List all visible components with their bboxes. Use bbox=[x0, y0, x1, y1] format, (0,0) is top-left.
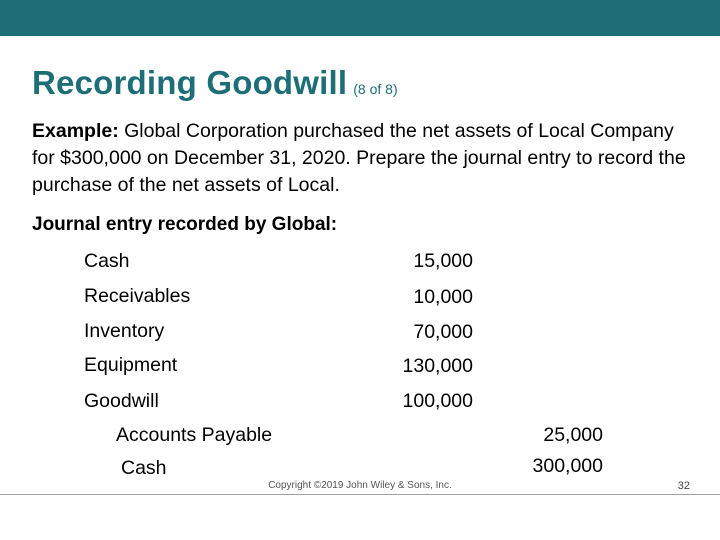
copyright-notice: Copyright ©2019 John Wiley & Sons, Inc. bbox=[268, 480, 452, 491]
journal-credit-cash: 300,000 bbox=[532, 455, 603, 477]
journal-account-inventory: Inventory bbox=[84, 320, 165, 342]
title-page-indicator: (8 of 8) bbox=[353, 81, 398, 97]
journal-debit-equipment: 130,000 bbox=[402, 355, 473, 377]
journal-debit-goodwill: 100,000 bbox=[402, 390, 473, 412]
footer-divider bbox=[0, 494, 720, 495]
page-number: 32 bbox=[677, 480, 690, 492]
journal-account-goodwill: Goodwill bbox=[84, 390, 159, 412]
journal-debit-inventory: 70,000 bbox=[413, 321, 473, 343]
example-text: Global Corporation purchased the net assets of Local Company for $300,000 on December 31, 2020. Prepare the journal entry to record the purchase of the net assets of Local. bbox=[32, 120, 686, 196]
header-band bbox=[0, 0, 720, 36]
journal-account-equipment: Equipment bbox=[84, 354, 178, 376]
journal-debit-cash: 15,000 bbox=[413, 250, 473, 272]
journal-heading: Journal entry recorded by Global: bbox=[32, 214, 338, 235]
journal-account-cash-credit: Cash bbox=[121, 457, 167, 479]
example-label: Example: bbox=[32, 120, 119, 142]
journal-account-receivables: Receivables bbox=[84, 285, 191, 307]
journal-account-accounts-payable: Accounts Payable bbox=[116, 424, 273, 446]
title-text: Recording Goodwill bbox=[32, 64, 348, 101]
journal-debit-receivables: 10,000 bbox=[413, 286, 473, 308]
slide-title bbox=[32, 64, 398, 102]
journal-account-cash: Cash bbox=[84, 250, 130, 272]
journal-credit-accounts-payable: 25,000 bbox=[543, 424, 603, 446]
example-paragraph bbox=[32, 118, 692, 199]
